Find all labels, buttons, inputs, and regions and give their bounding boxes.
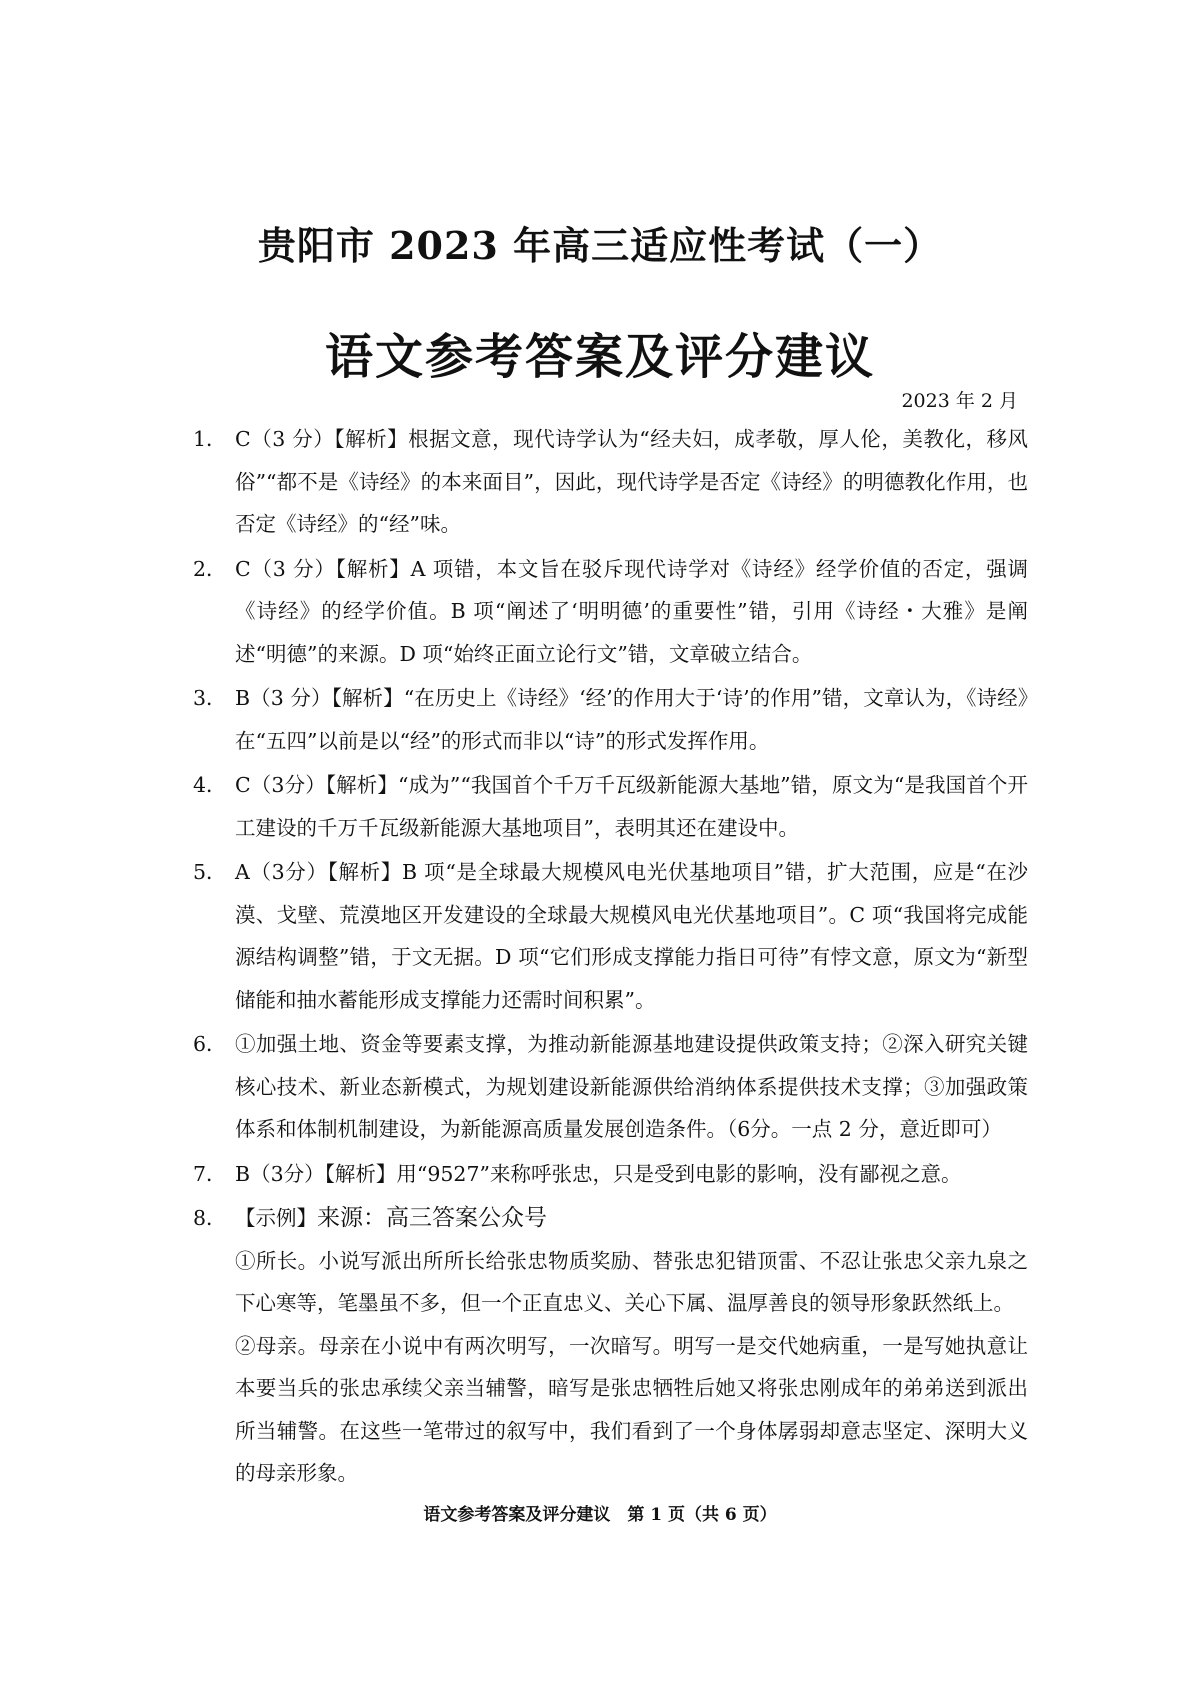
example-paragraph-2: ②母亲。母亲在小说中有两次明写，一次暗写。明写一是交代她病重，一是写她执意让本要当兵的张忠承续父亲当辅警，暗写是张忠牺牲后她又将张忠刚成年的弟弟送到派出所当辅警。在这些一笔带过的叙写中，我们看到了一个身体孱弱却意志坚定、深明大义的母亲形象。 — [235, 1333, 1028, 1485]
answer-number: 6． — [193, 1032, 227, 1056]
answer-item-6 — [193, 1023, 1028, 1151]
answer-number: 7． — [193, 1161, 227, 1186]
exam-title: 贵阳市 2023 年高三适应性考试（一） — [257, 223, 943, 268]
document-date: 2023 年 2 月 — [901, 390, 1018, 412]
example-label: 【示例】 — [235, 1206, 317, 1230]
answer-number: 4． — [193, 773, 227, 797]
answer-number: 1． — [193, 427, 227, 451]
example-paragraph-1: ①所长。小说写派出所所长给张忠物质奖励、替张忠犯错顶雷、不忍让张忠父亲九泉之下心寒等，笔墨虽不多，但一个正直忠义、关心下属、温厚善良的领导形象跃然纸上。 — [235, 1248, 1028, 1315]
answer-text: C（3 分）【解析】根据文意，现代诗学认为“经夫妇，成孝敬，厚人伦，美教化，移风俗”“都不是《诗经》的本来面目”，因此，现代诗学是否定《诗经》的明德教化作用，也否定《诗经》的“经”味。 — [235, 427, 1028, 536]
answer-item-2 — [193, 548, 1028, 676]
answer-text: B（3 分）【解析】“在历史上《诗经》‘经’的作用大于‘诗’的作用”错，文章认为，《诗经》在“五四”以前是以“经”的形式而非以“诗”的形式发挥作用。 — [235, 686, 1028, 753]
answer-number: 8． — [193, 1206, 227, 1230]
document-subtitle: 语文参考答案及评分建议 — [324, 329, 875, 385]
answer-number: 5． — [193, 860, 227, 884]
answer-item-3 — [193, 677, 1028, 762]
answer-item-4 — [193, 764, 1028, 849]
answer-number: 3． — [193, 686, 227, 710]
answer-text: C（3分）【解析】“成为”“我国首个千万千瓦级新能源大基地”错，原文为“是我国首个开工建设的千万千瓦级新能源大基地项目”，表明其还在建设中。 — [235, 773, 1028, 840]
answer-text: B（3分）【解析】用“9527”来称呼张忠，只是受到电影的影响，没有鄙视之意。 — [235, 1161, 962, 1186]
source-note: 来源：高三答案公众号 — [317, 1205, 547, 1231]
page-footer: 语文参考答案及评分建议 第 1 页（共 6 页） — [423, 1505, 777, 1525]
answer-text: ①加强土地、资金等要素支撑，为推动新能源基地建设提供政策支持；②深入研究关键核心技术、新业态新模式，为规划建设新能源供给消纳体系提供技术支撑；③加强政策体系和体制机制建设，为新能源高质量发展创造条件。（6分。一点 2 分，意近即可） — [235, 1032, 1028, 1141]
answer-item-5 — [193, 851, 1028, 1021]
answer-list — [193, 418, 1028, 1495]
answer-item-1 — [193, 418, 1028, 546]
answer-number: 2． — [193, 556, 227, 581]
answer-text: A（3分）【解析】B 项“是全球最大规模风电光伏基地项目”错，扩大范围，应是“在沙漠、戈壁、荒漠地区开发建设的全球最大规模风电光伏基地项目”。C 项“我国将完成能源结构调整”错，于文无据。D 项“它们形成支撑能力指日可待”有悖文意，原文为“新型储能和抽水蓄能形成支撑能力还需时间积累”。 — [235, 860, 1028, 1012]
answer-item-7 — [193, 1153, 1028, 1196]
answer-text: C（3 分）【解析】A 项错，本文旨在驳斥现代诗学对《诗经》经学价值的否定，强调《诗经》的经学价值。B 项“阐述了‘明明德’的重要性”错，引用《诗经・大雅》是阐述“明德”的来源。D 项“始终正面立论行文”错，文章破立结合。 — [235, 556, 1028, 666]
answer-item-8 — [193, 1197, 1028, 1240]
